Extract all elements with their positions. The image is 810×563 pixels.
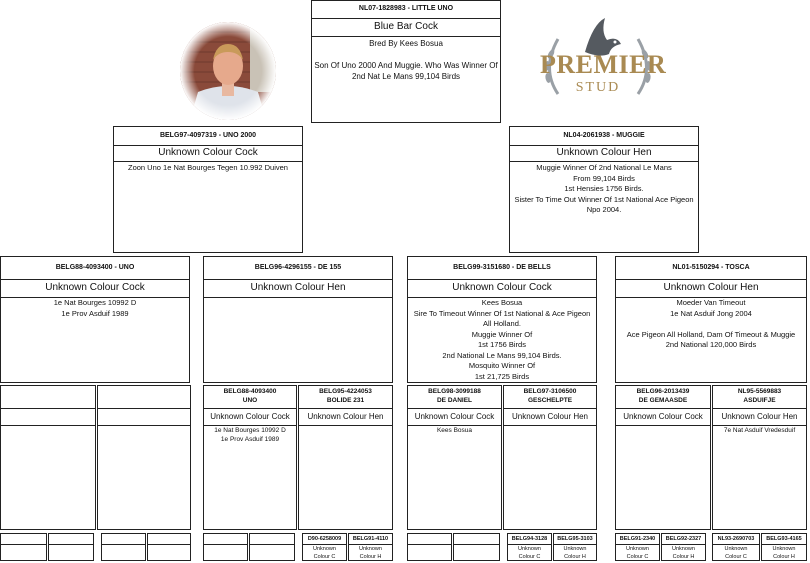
ring-number: BELG93-4165: [766, 536, 802, 542]
great-grandparent-card[interactable]: [712, 385, 807, 530]
gen5-card[interactable]: [249, 533, 295, 561]
ring-number: BELG95-4224053 BOLIDE 231: [319, 388, 372, 404]
ring-number: NL04-2061938 - MUGGIE: [563, 132, 645, 139]
colour-label: Unknown Colour H: [349, 544, 392, 562]
gen5-card[interactable]: [101, 533, 146, 561]
colour-label: Unknown Colour Hen: [510, 145, 698, 162]
colour-label: [408, 544, 451, 562]
gen5-card[interactable]: [147, 533, 191, 561]
ring-number: BELG94-3128: [511, 536, 548, 542]
breeder-photo: [180, 22, 276, 120]
colour-label: Unknown Colour Cock: [114, 145, 302, 162]
gen5-card[interactable]: [48, 533, 94, 561]
colour-label: Unknown Colour Cock: [1, 279, 189, 298]
logo-subtitle: STUD: [575, 80, 621, 95]
colour-label: Unknown Colour Hen: [204, 279, 392, 298]
gen5-card[interactable]: [712, 533, 760, 561]
pigeon-notes: 1e Nat Bourges 10992 D 1e Prov Asduif 1989: [214, 427, 286, 443]
gen5-card[interactable]: [348, 533, 393, 561]
subject-pigeon-card[interactable]: [311, 0, 501, 123]
colour-label: [148, 544, 190, 562]
great-grandparent-card[interactable]: [97, 385, 191, 530]
great-grandparent-card[interactable]: [203, 385, 297, 530]
colour-label: Unknown Colour C: [303, 544, 346, 562]
pigeon-notes: 1e Nat Bourges 10992 D 1e Prov Asduif 1989: [53, 298, 137, 318]
pigeon-notes: Kees Bosua Sire To Timeout Winner Of 1st National & Ace Pigeon All Holland. Muggie Winner Of 1st 1756 Birds 2nd National Le Mans 99,104 Birds. Mosquito Winner Of 1st 21,725 Birds: [413, 298, 591, 381]
dam-card[interactable]: [509, 126, 699, 253]
ring-number: BELG98-3099188 DE DANIEL: [428, 388, 481, 404]
colour-label: Unknown Colour Hen: [299, 408, 392, 426]
colour-label: [1, 544, 46, 562]
colour-label: [1, 408, 95, 426]
gen5-card[interactable]: [453, 533, 500, 561]
colour-label: Unknown Colour Cock: [408, 408, 501, 426]
ring-number: BELG97-4097319 - UNO 2000: [159, 132, 257, 139]
colour-label: Unknown Colour Cock: [204, 408, 296, 426]
colour-label: Unknown Colour Hen: [616, 279, 806, 298]
colour-label: [454, 544, 499, 562]
ring-number: BELG91-2340: [619, 536, 656, 542]
ring-number: BELG95-3103: [557, 536, 593, 542]
ring-number: BELG97-3106500 GESCHELPTE: [523, 388, 577, 404]
colour-label: Unknown Colour Cock: [408, 279, 596, 298]
pigeon-notes: 7e Nat Asduif Vredesduif: [723, 427, 796, 434]
colour-label: [204, 544, 247, 562]
great-grandparent-card[interactable]: [407, 385, 502, 530]
gen5-card[interactable]: [661, 533, 706, 561]
gen5-card[interactable]: [203, 533, 248, 561]
great-grandparent-card[interactable]: [615, 385, 711, 530]
gen5-card[interactable]: [407, 533, 452, 561]
colour-label: Unknown Colour Hen: [713, 408, 806, 426]
colour-label: [102, 544, 145, 562]
gen5-card[interactable]: [553, 533, 597, 561]
colour-label: Unknown Colour H: [762, 544, 806, 562]
ring-number: NL07-1828983 - LITTLE UNO: [358, 5, 454, 12]
sire-card[interactable]: [113, 126, 303, 253]
logo-title: PREMIER: [540, 50, 667, 79]
colour-label: [98, 408, 190, 426]
ring-number: BELG99-3151680 - DE BELLS: [453, 264, 551, 271]
gen5-card[interactable]: [615, 533, 660, 561]
gen5-card[interactable]: [761, 533, 807, 561]
colour-label: Blue Bar Cock: [312, 18, 500, 37]
ring-number: NL95-5569883 ASDUIFJE: [737, 388, 782, 404]
grandparent-card[interactable]: [203, 256, 393, 383]
ring-number: BELG88-4093400 UNO: [223, 388, 277, 404]
ring-number: BELG96-2013439 DE GEMAASDE: [636, 388, 690, 404]
colour-label: Unknown Colour C: [713, 544, 759, 562]
grandparent-card[interactable]: [0, 256, 190, 383]
colour-label: Unknown Colour H: [662, 544, 705, 562]
gen5-card[interactable]: [507, 533, 552, 561]
pigeon-notes: Bred By Kees Bosua Son Of Uno 2000 And Muggie. Who Was Winner Of 2nd Nat Le Mans 99,104 Birds: [314, 39, 498, 81]
ring-number: NL01-5150294 - TOSCA: [672, 264, 750, 271]
ring-number: BELG91-4110: [352, 536, 389, 542]
ring-number: BELG92-2327: [665, 536, 702, 542]
great-grandparent-card[interactable]: [298, 385, 393, 530]
pigeon-notes: Kees Bosua: [436, 427, 473, 434]
colour-label: Unknown Colour Hen: [504, 408, 596, 426]
pigeon-notes: Muggie Winner Of 2nd National Le Mans From 99,104 Birds 1st Hensies 1756 Birds. Sister To Time Out Winner Of 1st National Ace Pigeon Npo 2004.: [514, 163, 694, 214]
gen5-card[interactable]: [0, 533, 47, 561]
ring-number: D90-6258009: [307, 536, 342, 542]
colour-label: Unknown Colour H: [554, 544, 596, 562]
pigeon-notes: Zoon Uno 1e Nat Bourges Tegen 10.992 Duiven: [128, 163, 288, 172]
pigeon-notes: Moeder Van Timeout 1e Nat Asduif Jong 2004 Ace Pigeon All Holland, Dam Of Timeout & Muggie 2nd National 120,000 Birds: [626, 298, 796, 349]
colour-label: Unknown Colour Cock: [616, 408, 710, 426]
colour-label: [250, 544, 294, 562]
ring-number: BELG96-4296155 - DE 155: [254, 264, 342, 271]
great-grandparent-card[interactable]: [0, 385, 96, 530]
grandparent-card[interactable]: [407, 256, 597, 383]
colour-label: Unknown Colour C: [508, 544, 551, 562]
ring-number: BELG88-4093400 - UNO: [55, 264, 135, 271]
ring-number: NL93-2690703: [717, 536, 755, 542]
gen5-card[interactable]: [302, 533, 347, 561]
colour-label: [49, 544, 93, 562]
great-grandparent-card[interactable]: [503, 385, 597, 530]
colour-label: Unknown Colour C: [616, 544, 659, 562]
grandparent-card[interactable]: [615, 256, 807, 383]
